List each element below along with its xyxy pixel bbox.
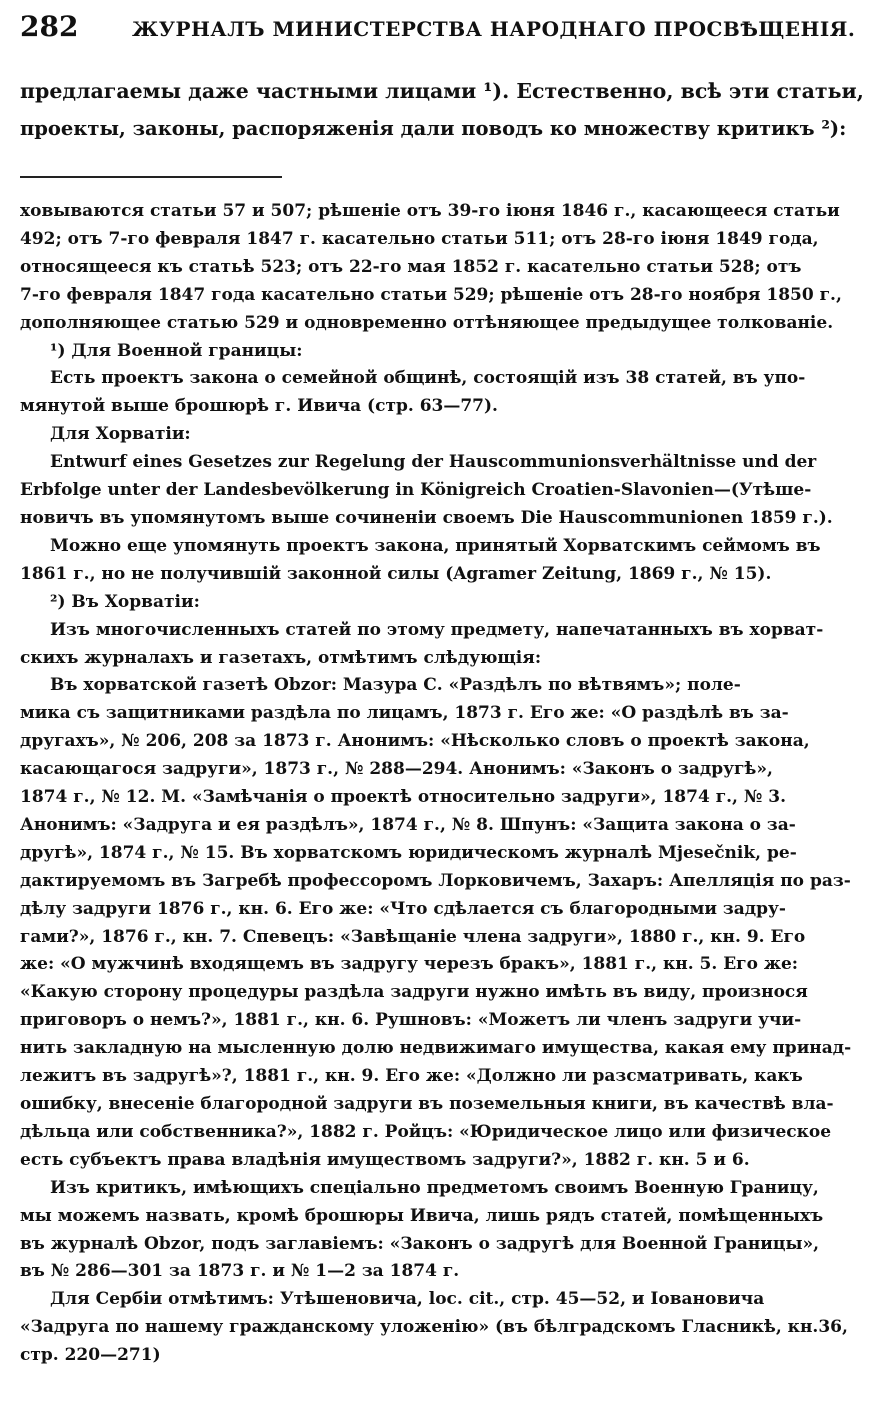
footnote-line: 492; отъ 7-го февраля 1847 г. касательно статьи 511; отъ 28-го іюня 1849 года, bbox=[20, 228, 819, 249]
footnote-line: «Какую сторону процедуры раздѣла задруги нужно имѣть въ виду, произнося bbox=[20, 982, 808, 1003]
footnote-line: Есть проектъ закона о семейной общинѣ, состоящій изъ 38 статей, въ упо- bbox=[50, 368, 806, 389]
footnote-line: въ журналѣ Obzor, подъ заглавіемъ: «Законъ о задругѣ для Военной Границы», bbox=[20, 1233, 820, 1254]
main-text-line: предлагаемы даже частными лицами ¹). Естественно, всѣ эти статьи, bbox=[20, 79, 864, 103]
footnote-line: 1874 г., № 12. М. «Замѣчанія о проектѣ относительно задруги», 1874 г., № 3. bbox=[20, 787, 787, 808]
footnote-line: же: «О мужчинѣ входящемъ въ задругу черезъ бракъ», 1881 г., кн. 5. Его же: bbox=[20, 954, 799, 975]
footnote-line: ховываются статьи 57 и 507; рѣшеніе отъ 39-го іюня 1846 г., касающееся статьи bbox=[20, 201, 840, 221]
footnote-line: ошибку, внесеніе благородной задруги въ поземельныя книги, въ качествѣ вла- bbox=[20, 1094, 834, 1114]
footnote-line: гами?», 1876 г., кн. 7. Спевецъ: «Завѣщаніе члена задруги», 1880 г., кн. 9. Его bbox=[20, 926, 806, 947]
footnote-line: мы можемъ назвать, кромѣ брошюры Ивича, лишь рядъ статей, помѣщенныхъ bbox=[20, 1205, 824, 1226]
footnote-line: дополняющее статью 529 и одновременно оттѣняющее предыдущее толкованіе. bbox=[20, 312, 834, 333]
footnote-line: Анонимъ: «Задруга и ея раздѣлъ», 1874 г., № 8. Шпунъ: «Защита закона о за- bbox=[20, 814, 796, 835]
footnote-line: дѣлу задруги 1876 г., кн. 6. Его же: «Что сдѣлается съ благородными задру- bbox=[20, 898, 786, 919]
footnote-line: новичъ въ упомянутомъ выше сочиненіи своемъ Die Hauscommunionen 1859 г.). bbox=[20, 507, 833, 528]
running-head: ЖУРНАЛЪ МИНИСТЕРСТВА НАРОДНАГО ПРОСВѢЩЕНІЯ. bbox=[132, 17, 856, 41]
footnote-line: другахъ», № 206, 208 за 1873 г. Анонимъ: «Нѣсколько словъ о проектѣ закона, bbox=[20, 731, 810, 752]
footnote-line: дактируемомъ въ Загребѣ профессоромъ Лорковичемъ, Захаръ: Апелляція по раз- bbox=[20, 870, 851, 891]
footnote-line: лежитъ въ задругѣ»?, 1881 г., кн. 9. Его же: «Должно ли разсматривать, какъ bbox=[20, 1066, 803, 1087]
footnote-line: Entwurf eines Gesetzes zur Regelung der Hauscommunionsverhältnisse und der bbox=[50, 452, 817, 473]
main-text bbox=[20, 72, 866, 148]
main-text-line: проекты, законы, распоряженія дали поводъ ко множеству критикъ ²): bbox=[20, 117, 847, 140]
footnote-heading: ¹) Для Военной границы: bbox=[50, 340, 303, 361]
footnote-line: мика съ защитниками раздѣла по лицамъ, 1873 г. Его же: «О раздѣлѣ въ за- bbox=[20, 703, 789, 724]
footnote-line: нить закладную на мысленную долю недвижимаго имущества, какая ему принад- bbox=[20, 1038, 852, 1059]
footnote-line: приговоръ о немъ?», 1881 г., кн. 6. Рушновъ: «Можетъ ли членъ задруги учи- bbox=[20, 1010, 802, 1031]
footnote-line: касающагося задруги», 1873 г., № 288—294. Анонимъ: «Законъ о задругѣ», bbox=[20, 759, 773, 780]
footnote-line: дѣльца или собственника?», 1882 г. Ройцъ: «Юридическое лицо или физическое bbox=[20, 1121, 832, 1142]
footnotes bbox=[20, 198, 866, 1370]
footnote-line: Въ хорватской газетѣ Obzor: Мазура С. «Раздѣлъ по вѣтвямъ»; поле- bbox=[50, 675, 741, 696]
footnote-line: стр. 220—271) bbox=[20, 1345, 161, 1366]
footnote-line: Erbfolge unter der Landesbevölkerung in Königreich Croatien-Slavonien—(Утѣше- bbox=[20, 480, 812, 501]
footnote-line: Можно еще упомянуть проектъ закона, принятый Хорватскимъ сеймомъ въ bbox=[50, 535, 821, 556]
footnote-line: въ № 286—301 за 1873 г. и № 1—2 за 1874 г. bbox=[20, 1261, 460, 1282]
footnote-line: относящееся къ статьѣ 523; отъ 22-го мая 1852 г. касательно статьи 528; отъ bbox=[20, 256, 802, 277]
footnote-line: Для Сербіи отмѣтимъ: Утѣшеновича, loc. cit., стр. 45—52, и Іовановича bbox=[50, 1289, 765, 1310]
footnote-separator bbox=[20, 176, 282, 178]
footnote-line: 1861 г., но не получившій законной силы (Agramer Zeitung, 1869 г., № 15). bbox=[20, 563, 772, 584]
footnote-line: «Задруга по нашему гражданскому уложенію» (въ бѣлградскомъ Гласникѣ, кн.36, bbox=[20, 1317, 848, 1338]
footnote-line: 7-го февраля 1847 года касательно статьи 529; рѣшеніе отъ 28-го ноября 1850 г., bbox=[20, 284, 842, 305]
footnote-line: мянутой выше брошюрѣ г. Ивича (стр. 63—77). bbox=[20, 396, 498, 417]
footnote-line: Изъ многочисленныхъ статей по этому предмету, напечатанныхъ въ хорват- bbox=[50, 619, 824, 640]
footnote-heading: Для Хорватіи: bbox=[50, 424, 191, 445]
page-header bbox=[20, 10, 866, 44]
page-number: 282 bbox=[20, 10, 79, 43]
footnote-heading: ²) Въ Хорватіи: bbox=[50, 591, 200, 612]
footnote-line: Изъ критикъ, имѣющихъ спеціально предметомъ своимъ Военную Границу, bbox=[50, 1177, 819, 1198]
footnote-line: есть субъектъ права владѣнія имуществомъ задруги?», 1882 г. кн. 5 и 6. bbox=[20, 1149, 750, 1170]
footnote-line: скихъ журналахъ и газетахъ, отмѣтимъ слѣдующія: bbox=[20, 647, 542, 668]
footnote-line: другѣ», 1874 г., № 15. Въ хорватскомъ юридическомъ журналѣ Mjesečnik, ре- bbox=[20, 842, 797, 863]
